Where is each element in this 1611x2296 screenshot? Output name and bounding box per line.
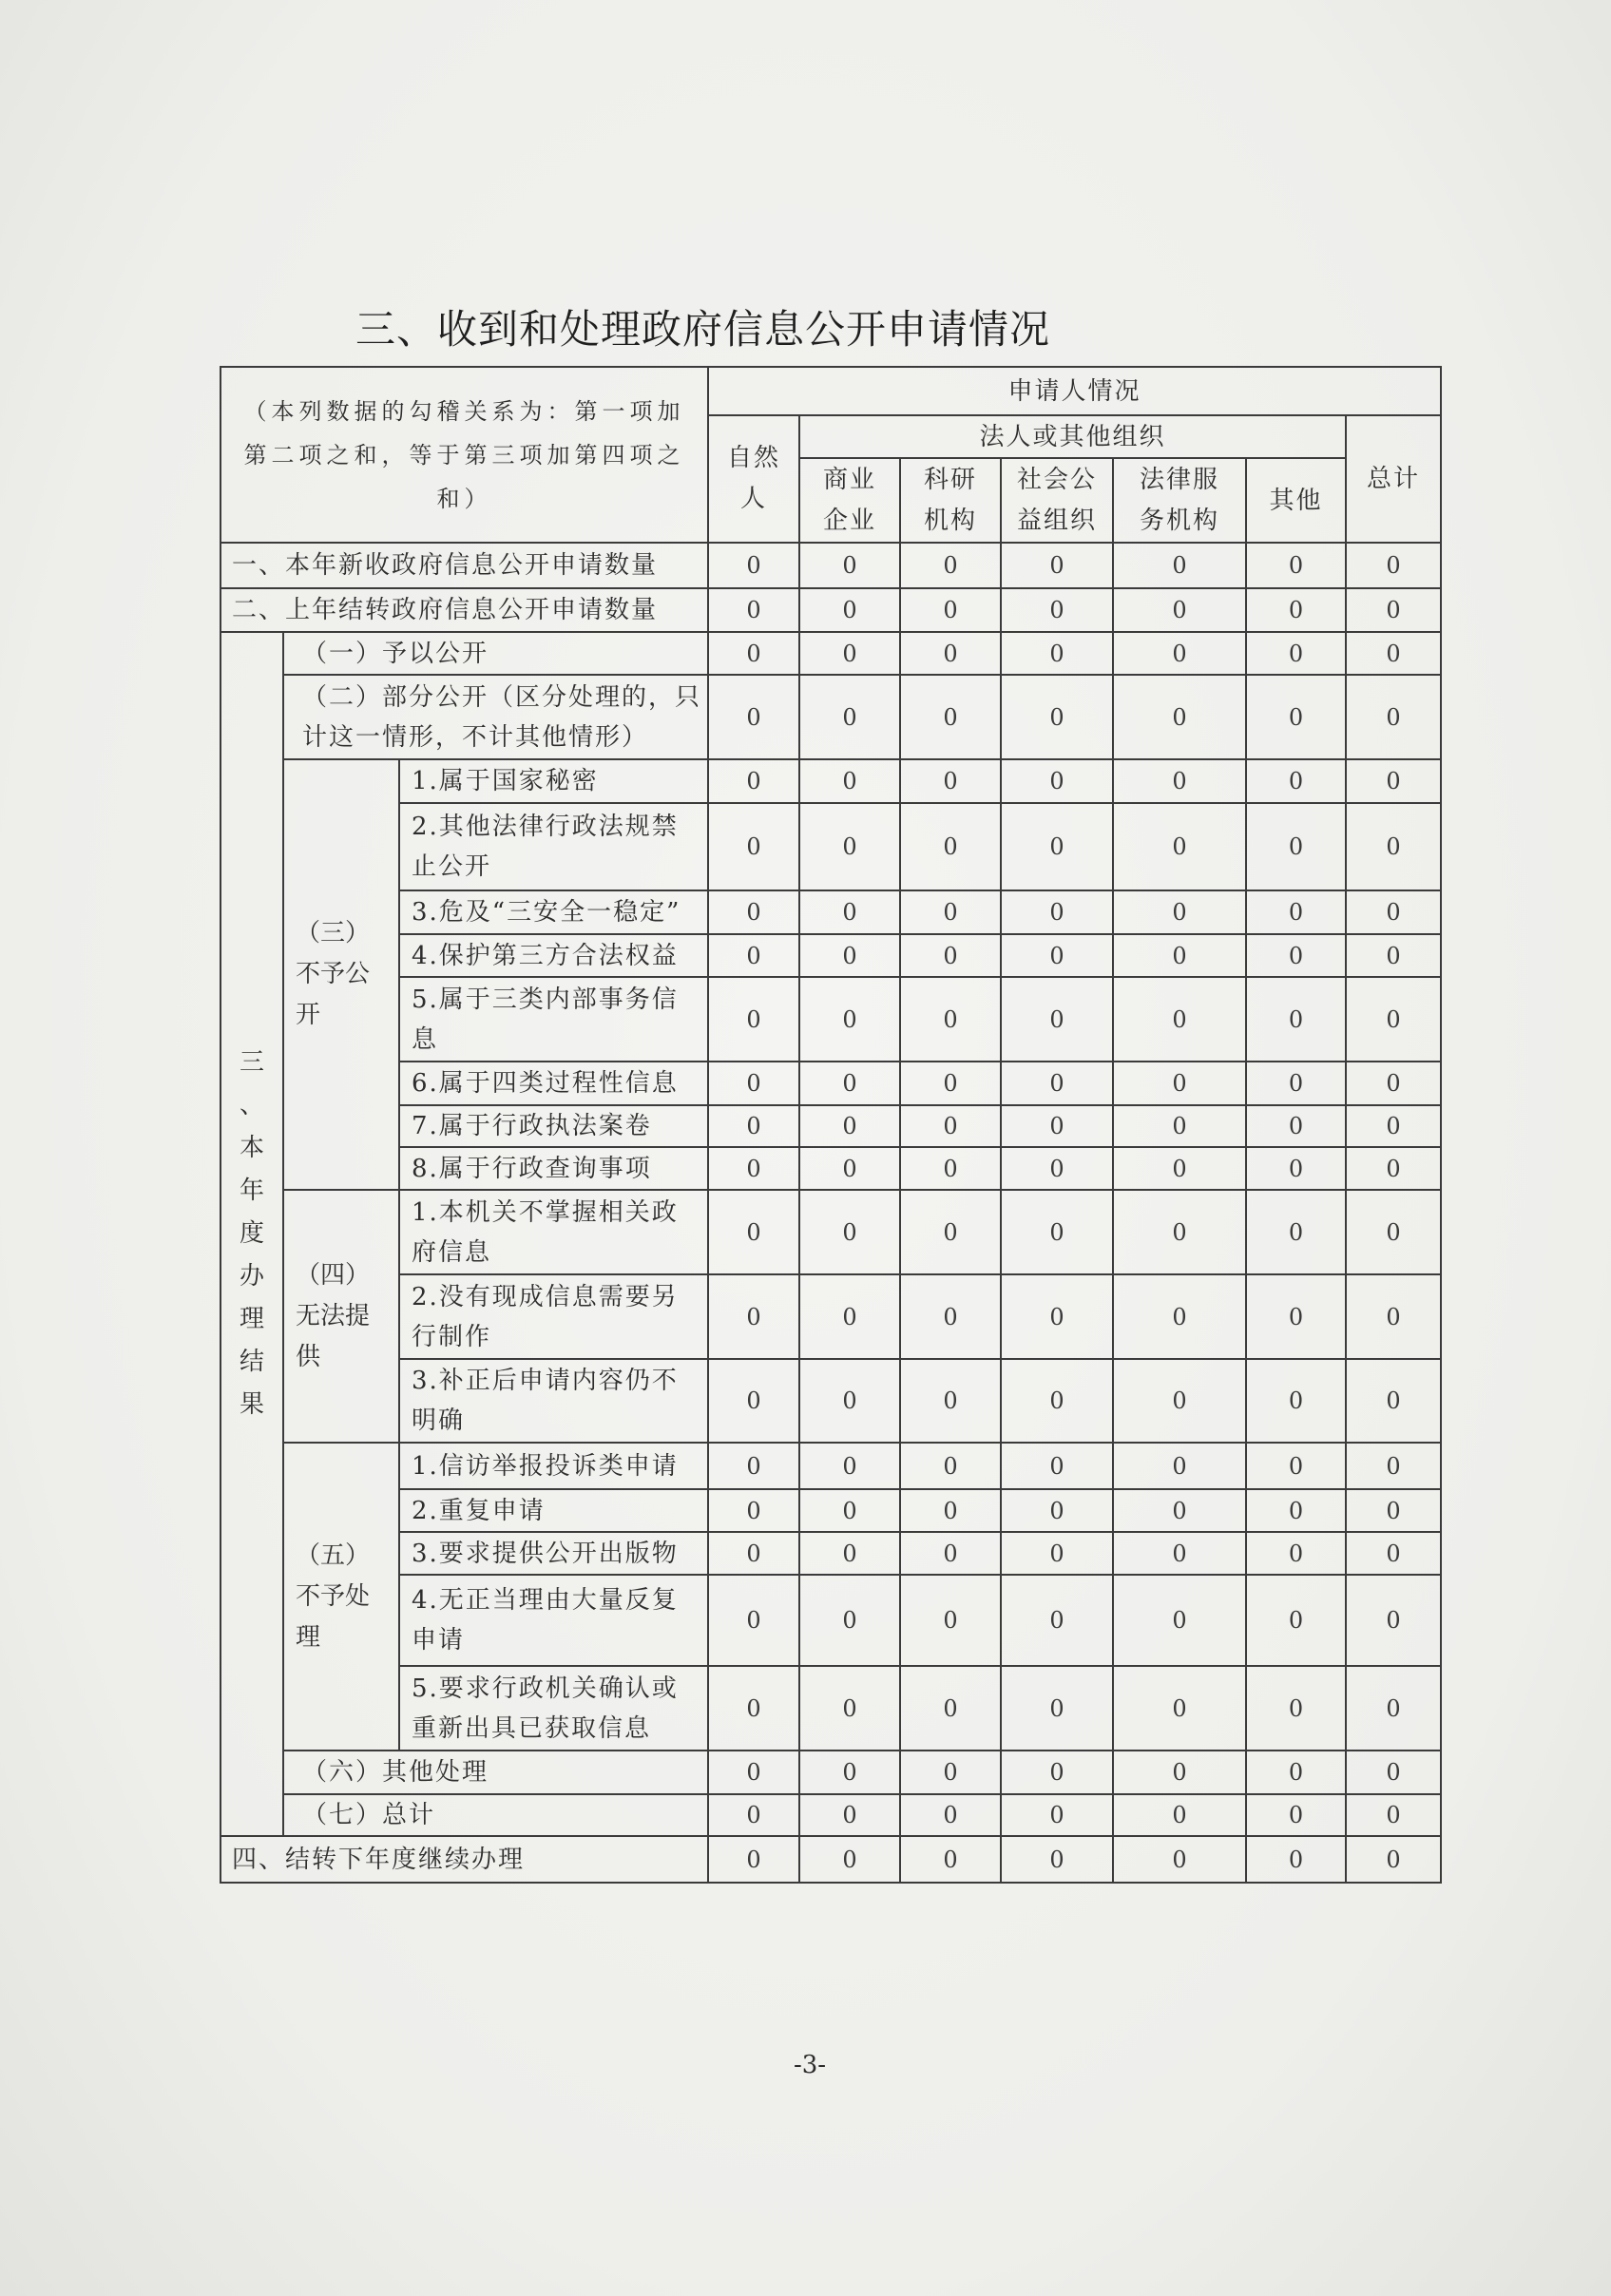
table-row (221, 1751, 1441, 1794)
row-label-item: 3.补正后申请内容仍不明确 (399, 1359, 708, 1443)
table-row (221, 759, 1441, 803)
count-business: 0 (799, 1489, 900, 1532)
count-public-welfare: 0 (1001, 1751, 1113, 1794)
count-total: 0 (1346, 934, 1441, 977)
count-other: 0 (1246, 1274, 1346, 1359)
count-natural-person: 0 (708, 1105, 799, 1147)
count-other: 0 (1246, 1359, 1346, 1443)
count-natural-person: 0 (708, 543, 799, 588)
row-label-item: 4.无正当理由大量反复申请 (399, 1575, 708, 1666)
table-row (221, 1359, 1441, 1443)
count-research: 0 (900, 632, 1001, 675)
count-legal-service: 0 (1113, 1794, 1246, 1836)
count-research: 0 (900, 1575, 1001, 1666)
count-other: 0 (1246, 1190, 1346, 1274)
count-natural-person: 0 (708, 1751, 799, 1794)
header-public-welfare-label: 社会公益组织 (1017, 465, 1098, 535)
count-other: 0 (1246, 543, 1346, 588)
row-label-carried-forward: 四、结转下年度继续办理 (221, 1836, 708, 1883)
table-row (221, 803, 1441, 890)
count-legal-service: 0 (1113, 1359, 1246, 1443)
count-business: 0 (799, 632, 900, 675)
count-natural-person: 0 (708, 803, 799, 890)
count-total: 0 (1346, 1751, 1441, 1794)
count-research: 0 (900, 1666, 1001, 1751)
header-natural-person-label: 自然人 (727, 444, 781, 513)
count-business: 0 (799, 675, 900, 759)
header-total: 总计 (1346, 415, 1441, 543)
count-public-welfare: 0 (1001, 1443, 1113, 1489)
count-research: 0 (900, 1359, 1001, 1443)
count-total: 0 (1346, 803, 1441, 890)
count-business: 0 (799, 1532, 900, 1575)
row-label-item: 2.其他法律行政法规禁止公开 (399, 803, 708, 890)
count-business: 0 (799, 759, 900, 803)
count-business: 0 (799, 588, 900, 632)
header-business (799, 458, 900, 543)
row-label-results-total: （七）总计 (283, 1794, 708, 1836)
header-legal-entity: 法人或其他组织 (799, 415, 1346, 458)
header-row (221, 367, 1441, 415)
count-legal-service: 0 (1113, 1575, 1246, 1666)
count-business: 0 (799, 934, 900, 977)
count-natural-person: 0 (708, 1575, 799, 1666)
count-other: 0 (1246, 1062, 1346, 1105)
group-unable-to-provide-label: （四）无法提供 (296, 1260, 371, 1371)
count-research: 0 (900, 543, 1001, 588)
count-public-welfare: 0 (1001, 890, 1113, 934)
header-research-label: 科研机构 (924, 465, 978, 535)
count-other: 0 (1246, 1751, 1346, 1794)
count-natural-person: 0 (708, 1489, 799, 1532)
count-total: 0 (1346, 1489, 1441, 1532)
count-total: 0 (1346, 977, 1441, 1062)
count-public-welfare: 0 (1001, 1274, 1113, 1359)
header-business-label: 商业企业 (823, 465, 877, 535)
count-research: 0 (900, 1147, 1001, 1190)
count-total: 0 (1346, 1147, 1441, 1190)
count-business: 0 (799, 1190, 900, 1274)
count-research: 0 (900, 977, 1001, 1062)
row-label-other-handling: （六）其他处理 (283, 1751, 708, 1794)
count-legal-service: 0 (1113, 934, 1246, 977)
count-research: 0 (900, 588, 1001, 632)
row-label-item: 1.属于国家秘密 (399, 759, 708, 803)
count-legal-service: 0 (1113, 1274, 1246, 1359)
count-legal-service: 0 (1113, 1666, 1246, 1751)
count-public-welfare: 0 (1001, 1532, 1113, 1575)
row-label-item: 3.危及“三安全一稳定” (399, 890, 708, 934)
count-research: 0 (900, 675, 1001, 759)
count-legal-service: 0 (1113, 1147, 1246, 1190)
count-natural-person: 0 (708, 1666, 799, 1751)
count-total: 0 (1346, 1443, 1441, 1489)
count-business: 0 (799, 1443, 900, 1489)
count-legal-service: 0 (1113, 890, 1246, 934)
table-row (221, 1062, 1441, 1105)
count-research: 0 (900, 1489, 1001, 1532)
table-row (221, 675, 1441, 759)
count-research: 0 (900, 1532, 1001, 1575)
count-business: 0 (799, 1147, 900, 1190)
section-annual-results-label: 三、本年度办理结果 (239, 1048, 264, 1419)
count-total: 0 (1346, 543, 1441, 588)
count-research: 0 (900, 934, 1001, 977)
count-legal-service: 0 (1113, 977, 1246, 1062)
table-row (221, 1794, 1441, 1836)
count-research: 0 (900, 1105, 1001, 1147)
count-business: 0 (799, 1666, 900, 1751)
count-public-welfare: 0 (1001, 1666, 1113, 1751)
count-total: 0 (1346, 632, 1441, 675)
count-public-welfare: 0 (1001, 1062, 1113, 1105)
count-legal-service: 0 (1113, 1489, 1246, 1532)
count-total: 0 (1346, 1105, 1441, 1147)
table-row (221, 1105, 1441, 1147)
table-row (221, 1532, 1441, 1575)
count-public-welfare: 0 (1001, 803, 1113, 890)
count-public-welfare: 0 (1001, 1836, 1113, 1883)
table-row (221, 890, 1441, 934)
count-research: 0 (900, 1190, 1001, 1274)
table-row (221, 1190, 1441, 1274)
row-label-item: 4.保护第三方合法权益 (399, 934, 708, 977)
count-business: 0 (799, 1836, 900, 1883)
count-legal-service: 0 (1113, 1105, 1246, 1147)
count-other: 0 (1246, 1575, 1346, 1666)
count-business: 0 (799, 543, 900, 588)
count-research: 0 (900, 759, 1001, 803)
count-other: 0 (1246, 1532, 1346, 1575)
count-total: 0 (1346, 1359, 1441, 1443)
count-legal-service: 0 (1113, 675, 1246, 759)
count-natural-person: 0 (708, 675, 799, 759)
group-withheld-label: （三）不予公开 (296, 919, 371, 1029)
table-row (221, 1443, 1441, 1489)
count-research: 0 (900, 803, 1001, 890)
count-total: 0 (1346, 588, 1441, 632)
count-other: 0 (1246, 1794, 1346, 1836)
count-business: 0 (799, 977, 900, 1062)
header-legal-service-label: 法律服务机构 (1140, 465, 1220, 535)
count-legal-service: 0 (1113, 759, 1246, 803)
count-other: 0 (1246, 977, 1346, 1062)
count-other: 0 (1246, 632, 1346, 675)
count-total: 0 (1346, 1666, 1441, 1751)
count-natural-person: 0 (708, 1794, 799, 1836)
count-natural-person: 0 (708, 1147, 799, 1190)
count-natural-person: 0 (708, 890, 799, 934)
table-row (221, 1489, 1441, 1532)
count-other: 0 (1246, 1443, 1346, 1489)
group-withheld (283, 759, 399, 1190)
count-business: 0 (799, 803, 900, 890)
count-public-welfare: 0 (1001, 1190, 1113, 1274)
row-label-item: 8.属于行政查询事项 (399, 1147, 708, 1190)
page-number: -3- (793, 2051, 827, 2079)
section-annual-results (221, 632, 283, 1836)
row-label-item: 2.重复申请 (399, 1489, 708, 1532)
table-row (221, 1836, 1441, 1883)
count-other: 0 (1246, 675, 1346, 759)
table-row (221, 977, 1441, 1062)
count-total: 0 (1346, 1836, 1441, 1883)
count-research: 0 (900, 1794, 1001, 1836)
count-legal-service: 0 (1113, 632, 1246, 675)
count-total: 0 (1346, 759, 1441, 803)
row-label-item: 5.属于三类内部事务信息 (399, 977, 708, 1062)
count-other: 0 (1246, 1147, 1346, 1190)
count-natural-person: 0 (708, 588, 799, 632)
count-total: 0 (1346, 1532, 1441, 1575)
count-natural-person: 0 (708, 934, 799, 977)
count-other: 0 (1246, 934, 1346, 977)
count-business: 0 (799, 1105, 900, 1147)
count-other: 0 (1246, 890, 1346, 934)
count-public-welfare: 0 (1001, 977, 1113, 1062)
count-business: 0 (799, 1794, 900, 1836)
header-applicant: 申请人情况 (708, 367, 1441, 415)
header-research (900, 458, 1001, 543)
count-natural-person: 0 (708, 977, 799, 1062)
count-natural-person: 0 (708, 1274, 799, 1359)
count-public-welfare: 0 (1001, 1359, 1113, 1443)
count-natural-person: 0 (708, 1359, 799, 1443)
count-natural-person: 0 (708, 1532, 799, 1575)
count-research: 0 (900, 1274, 1001, 1359)
count-other: 0 (1246, 1836, 1346, 1883)
count-other: 0 (1246, 759, 1346, 803)
count-other: 0 (1246, 1105, 1346, 1147)
row-label-item: 2.没有现成信息需要另行制作 (399, 1274, 708, 1359)
count-other: 0 (1246, 1489, 1346, 1532)
table-row (221, 543, 1441, 588)
count-total: 0 (1346, 1190, 1441, 1274)
count-public-welfare: 0 (1001, 632, 1113, 675)
row-label-item: 5.要求行政机关确认或重新出具已获取信息 (399, 1666, 708, 1751)
count-natural-person: 0 (708, 632, 799, 675)
count-other: 0 (1246, 588, 1346, 632)
count-total: 0 (1346, 675, 1441, 759)
count-legal-service: 0 (1113, 543, 1246, 588)
table-row (221, 1147, 1441, 1190)
row-label-carried-over: 二、上年结转政府信息公开申请数量 (221, 588, 708, 632)
request-statistics-table (220, 366, 1442, 1884)
count-legal-service: 0 (1113, 588, 1246, 632)
count-business: 0 (799, 1062, 900, 1105)
count-business: 0 (799, 890, 900, 934)
count-business: 0 (799, 1274, 900, 1359)
count-research: 0 (900, 1062, 1001, 1105)
table-row (221, 588, 1441, 632)
count-public-welfare: 0 (1001, 934, 1113, 977)
count-legal-service: 0 (1113, 1443, 1246, 1489)
header-legal-service (1113, 458, 1246, 543)
count-public-welfare: 0 (1001, 1794, 1113, 1836)
count-public-welfare: 0 (1001, 543, 1113, 588)
count-legal-service: 0 (1113, 1836, 1246, 1883)
count-legal-service: 0 (1113, 1062, 1246, 1105)
header-other: 其他 (1246, 458, 1346, 543)
row-label-item: 3.要求提供公开出版物 (399, 1532, 708, 1575)
count-business: 0 (799, 1751, 900, 1794)
page-title: 三、收到和处理政府信息公开申请情况 (355, 306, 1051, 353)
count-total: 0 (1346, 1274, 1441, 1359)
count-business: 0 (799, 1575, 900, 1666)
count-other: 0 (1246, 1666, 1346, 1751)
count-public-welfare: 0 (1001, 759, 1113, 803)
count-legal-service: 0 (1113, 1751, 1246, 1794)
header-public-welfare (1001, 458, 1113, 543)
count-public-welfare: 0 (1001, 588, 1113, 632)
count-public-welfare: 0 (1001, 1105, 1113, 1147)
count-natural-person: 0 (708, 759, 799, 803)
table-row (221, 1575, 1441, 1666)
row-label-disclosed: （一）予以公开 (283, 632, 708, 675)
table-row (221, 1666, 1441, 1751)
count-business: 0 (799, 1359, 900, 1443)
row-label-new-requests: 一、本年新收政府信息公开申请数量 (221, 543, 708, 588)
count-total: 0 (1346, 1062, 1441, 1105)
count-natural-person: 0 (708, 1062, 799, 1105)
row-label-item: 6.属于四类过程性信息 (399, 1062, 708, 1105)
group-not-processed (283, 1443, 399, 1751)
count-natural-person: 0 (708, 1190, 799, 1274)
row-label-partially-disclosed: （二）部分公开（区分处理的，只计这一情形，不计其他情形） (283, 675, 708, 759)
group-unable-to-provide (283, 1190, 399, 1443)
row-label-item: 1.信访举报投诉类申请 (399, 1443, 708, 1489)
count-research: 0 (900, 890, 1001, 934)
count-natural-person: 0 (708, 1836, 799, 1883)
count-natural-person: 0 (708, 1443, 799, 1489)
count-public-welfare: 0 (1001, 675, 1113, 759)
count-legal-service: 0 (1113, 1532, 1246, 1575)
count-public-welfare: 0 (1001, 1575, 1113, 1666)
count-other: 0 (1246, 803, 1346, 890)
group-not-processed-label: （五）不予处理 (296, 1540, 371, 1652)
count-research: 0 (900, 1751, 1001, 1794)
count-legal-service: 0 (1113, 803, 1246, 890)
table-row (221, 1274, 1441, 1359)
table-row (221, 934, 1441, 977)
header-natural-person (708, 415, 799, 543)
count-research: 0 (900, 1836, 1001, 1883)
row-label-item: 1.本机关不掌握相关政府信息 (399, 1190, 708, 1274)
table-row (221, 632, 1441, 675)
row-label-item: 7.属于行政执法案卷 (399, 1105, 708, 1147)
count-total: 0 (1346, 890, 1441, 934)
count-research: 0 (900, 1443, 1001, 1489)
count-legal-service: 0 (1113, 1190, 1246, 1274)
count-total: 0 (1346, 1575, 1441, 1666)
table-note: （本列数据的勾稽关系为：第一项加第二项之和，等于第三项加第四项之和） (221, 367, 708, 543)
count-public-welfare: 0 (1001, 1489, 1113, 1532)
count-total: 0 (1346, 1794, 1441, 1836)
count-public-welfare: 0 (1001, 1147, 1113, 1190)
